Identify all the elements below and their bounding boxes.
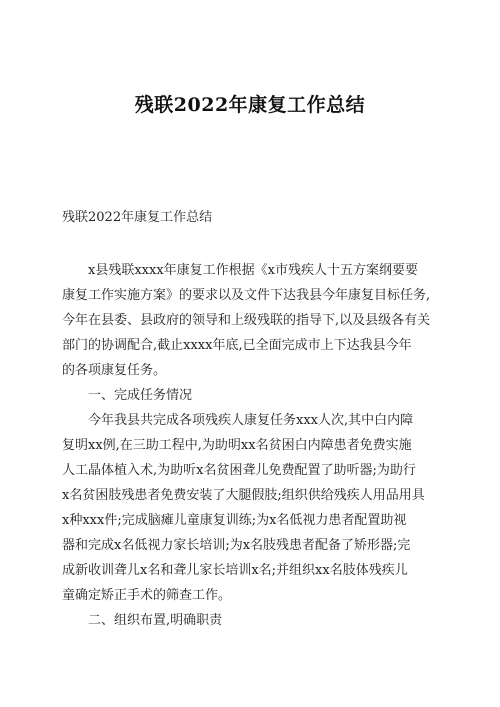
paragraph-line: 的各项康复任务。 <box>62 363 167 378</box>
section-heading: 一、完成任务情况 <box>88 388 193 403</box>
paragraph-line: x种xxx件;完成脑瘫儿童康复训练;为x名低视力患者配置助视 <box>62 513 407 528</box>
document-body <box>62 258 448 633</box>
paragraph-line: 今年我县共完成各项残疾人康复任务xxx人次,其中白内障 <box>88 413 414 428</box>
paragraph-line: 成新收训聋儿x名和聋儿家长培训x名;并组织xx名肢体残疾儿 <box>62 563 408 578</box>
paragraph-line: 童确定矫正手术的筛查工作。 <box>62 588 232 603</box>
paragraph-line: 人工晶体植入术,为助听x名贫困聋儿免费配置了助听器;为助行 <box>62 463 416 478</box>
paragraph-line: 部门的协调配合,截止xxxx年底,已全面完成市上下达我县今年 <box>62 338 412 353</box>
document-title: 残联2022年康复工作总结 <box>134 94 366 116</box>
section-heading: 二、组织布置,明确职责 <box>88 613 223 628</box>
paragraph-line: x县残联xxxx年康复工作根据《x市残疾人十五方案纲要要 <box>88 263 418 278</box>
paragraph-line: 今年在县委、县政府的领导和上级残联的指导下,以及县级各有关 <box>62 313 431 328</box>
paragraph-line: x名贫困肢残患者免费安装了大腿假肢;组织供给残疾人用品用具 <box>62 488 425 503</box>
paragraph-line: 康复工作实施方案》的要求以及文件下达我县今年康复目标任务, <box>62 288 431 303</box>
paragraph-line: 器和完成x名低视力家长培训;为x名肢残患者配备了矫形器;完 <box>62 538 411 553</box>
document-subtitle: 残联2022年康复工作总结 <box>62 210 213 225</box>
paragraph-line: 复明xx例,在三助工程中,为助明xx名贫困白内障患者免费实施 <box>62 438 412 453</box>
